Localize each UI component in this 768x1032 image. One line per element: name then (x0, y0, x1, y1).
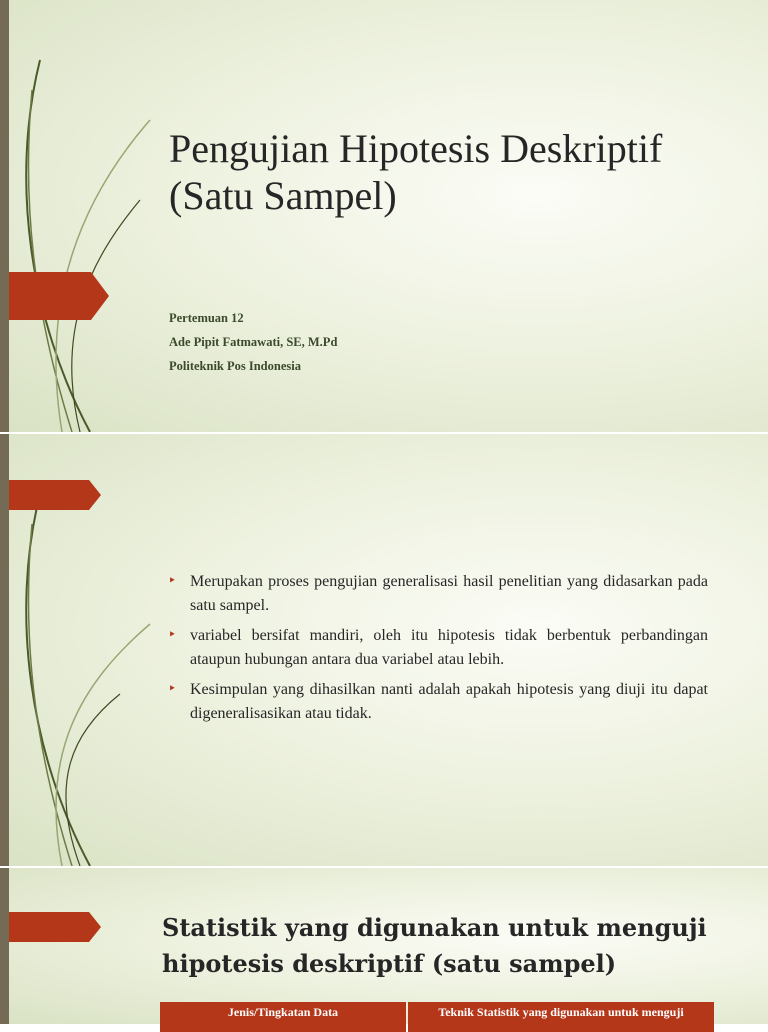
subtitle-line-institution: Politeknik Pos Indonesia (169, 359, 301, 373)
list-item-text: variabel bersifat mandiri, oleh itu hipotesis tidak berbentuk perbandingan ataupun hubungan antara dua variabel atau lebih. (190, 627, 708, 668)
table-header-cell: Teknik Statistik yang digunakan untuk menguji (408, 1002, 714, 1032)
list-item (168, 570, 708, 618)
bullet-arrow-icon: ‣ (168, 574, 177, 589)
statistics-table-header (160, 1002, 714, 1032)
accent-arrow-tab (9, 912, 101, 942)
subtitle-line-author: Ade Pipit Fatmawati, SE, M.Pd (169, 335, 338, 349)
definition-list (168, 570, 708, 732)
side-bar (0, 0, 9, 432)
accent-arrow-tab (9, 480, 101, 510)
slide-subtitle (169, 306, 337, 378)
subtitle-line-session: Pertemuan 12 (169, 311, 244, 325)
slide-1 (0, 0, 768, 432)
list-item (168, 678, 708, 726)
side-bar (0, 434, 9, 866)
section-heading: Statistik yang digunakan untuk menguji hipotesis deskriptif (satu sampel) (162, 913, 707, 978)
bullet-arrow-icon: ‣ (168, 682, 177, 697)
slide-title: Pengujian Hipotesis Deskriptif (Satu Sampel) (169, 126, 663, 218)
accent-arrow-tab (9, 272, 109, 320)
decorative-swirl (0, 0, 160, 432)
list-item (168, 624, 708, 672)
bullet-arrow-icon: ‣ (168, 628, 177, 643)
list-item-text: Merupakan proses pengujian generalisasi hasil penelitian yang didasarkan pada satu sampel. (190, 573, 708, 614)
table-header-cell: Jenis/Tingkatan Data (160, 1002, 406, 1032)
list-item-text: Kesimpulan yang dihasilkan nanti adalah apakah hipotesis yang diuji itu dapat digeneralisasikan atau tidak. (190, 681, 708, 722)
side-bar (0, 868, 9, 1024)
